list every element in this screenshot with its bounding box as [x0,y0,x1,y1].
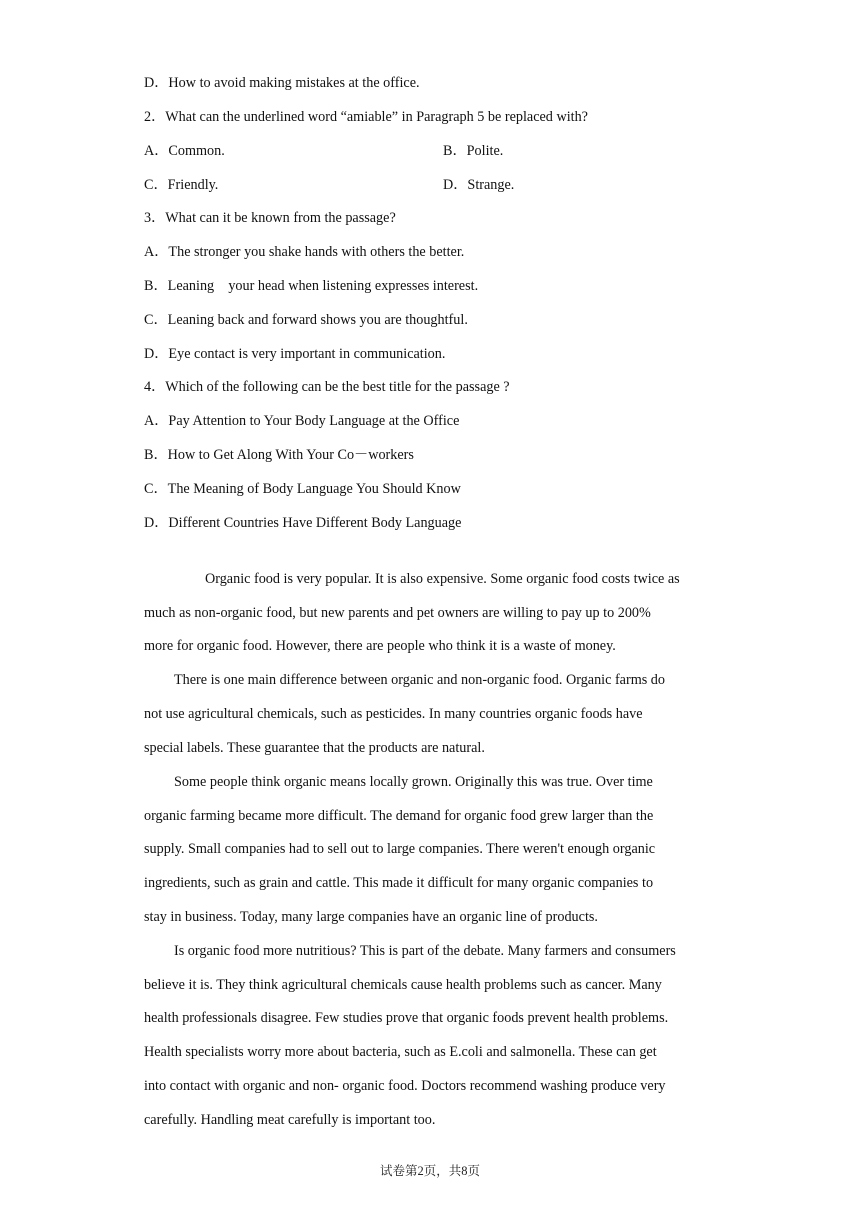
q3-option-d: D．Eye contact is very important in communication. [144,346,446,362]
passage-line: special labels. These guarantee that the products are natural. [144,740,485,756]
q4-option-b: B．How to Get Along With Your Co－workers [144,447,414,463]
page-footer: 试卷第2页，共8页 [379,1164,480,1178]
q3-question: 3．What can it be known from the passage? [144,210,396,226]
q3-option-a: A．The stronger you shake hands with others the better. [144,244,465,260]
q3-option-b: B．Leaning your head when listening expresses interest. [144,278,479,294]
passage-line: carefully. Handling meat carefully is important too. [144,1112,436,1128]
passage-line: health professionals disagree. Few studies prove that organic foods prevent health problems. [144,1010,669,1026]
passage-line: stay in business. Today, many large companies have an organic line of products. [144,909,598,925]
passage-line: Some people think organic means locally grown. Originally this was true. Over time [174,774,653,790]
q3-option-c: C．Leaning back and forward shows you are thoughtful. [144,312,468,328]
passage-line: organic farming became more difficult. The demand for organic food grew larger than the [144,808,654,824]
passage-line: more for organic food. However, there are people who think it is a waste of money. [144,638,616,654]
passage-line: ingredients, such as grain and cattle. This made it difficult for many organic companies to [144,875,654,891]
q1-option-d: D．How to avoid making mistakes at the office. [144,75,420,91]
q4-option-d: D．Different Countries Have Different Body Language [144,515,462,531]
q4-option-a: A．Pay Attention to Your Body Language at the Office [144,413,460,429]
q4-option-c: C．The Meaning of Body Language You Should Know [144,481,461,497]
q2-option-d: D．Strange. [443,177,515,193]
q2-option-b: B．Polite. [443,143,504,159]
q2-option-c: C．Friendly. [144,177,219,193]
passage-line: There is one main difference between organic and non-organic food. Organic farms do [174,672,665,688]
q4-question: 4．Which of the following can be the best title for the passage ? [144,379,510,395]
passage-line: not use agricultural chemicals, such as pesticides. In many countries organic foods have [144,706,643,722]
passage-line: much as non-organic food, but new parents and pet owners are willing to pay up to 200% [144,605,651,621]
q2-option-a: A．Common. [144,143,225,159]
passage-line: believe it is. They think agricultural chemicals cause health problems such as cancer. Many [144,977,662,993]
passage-line: into contact with organic and non- organic food. Doctors recommend washing produce very [144,1078,666,1094]
passage-line: Health specialists worry more about bacteria, such as E.coli and salmonella. These can get [144,1044,657,1060]
passage-line: Is organic food more nutritious? This is part of the debate. Many farmers and consumers [174,943,676,959]
passage-line: supply. Small companies had to sell out to large companies. There weren't enough organic [144,841,656,857]
passage-line: Organic food is very popular. It is also expensive. Some organic food costs twice as [205,571,680,587]
q2-question: 2．What can the underlined word “amiable” in Paragraph 5 be replaced with? [144,109,588,125]
